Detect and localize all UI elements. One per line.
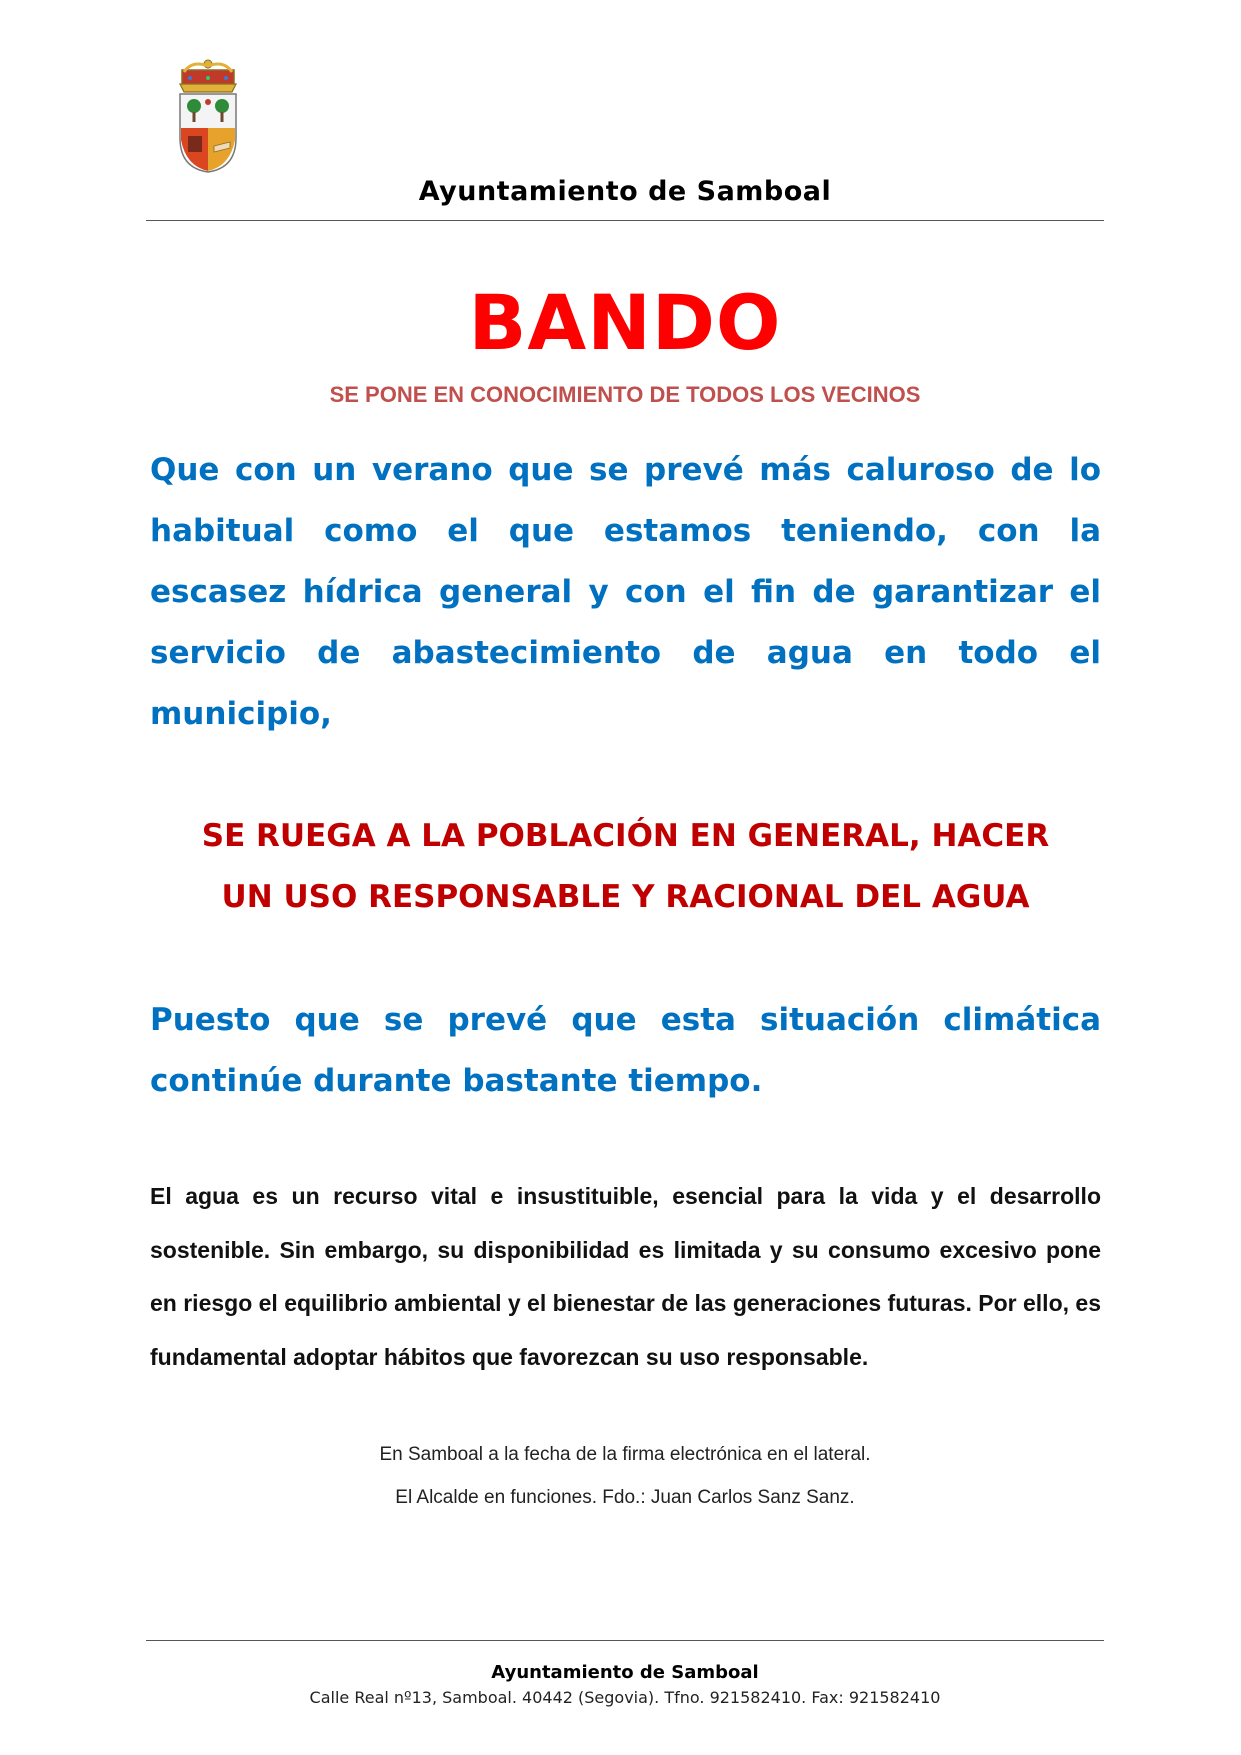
signature-date-line: En Samboal a la fecha de la firma electrónica en el lateral. (379, 1444, 871, 1465)
notice-title: BANDO (468, 278, 782, 367)
request-line-2: UN USO RESPONSABLE Y RACIONAL DEL AGUA (221, 879, 1030, 915)
signature-signer-line: El Alcalde en funciones. Fdo.: Juan Carlos Sanz Sanz. (395, 1487, 855, 1508)
header-divider (146, 220, 1104, 221)
footer-divider (146, 1640, 1104, 1641)
paragraph-intro: Que con un verano que se prevé más caluroso de lo habitual como el que estamos teniendo, con la escasez hídrica general y con el fin de garantizar el servicio de abastecimiento de agua en todo el municipio, (150, 452, 1101, 732)
footer-organization: Ayuntamiento de Samboal (491, 1662, 759, 1683)
paragraph-reason: Puesto que se prevé que esta situación climática continúe durante bastante tiempo. (150, 1002, 1101, 1099)
request-block (150, 806, 1101, 928)
header-organization: Ayuntamiento de Samboal (418, 176, 832, 207)
footer-address: Calle Real nº13, Samboal. 40442 (Segovia). Tfno. 921582410. Fax: 921582410 (309, 1688, 941, 1707)
notice-subtitle: SE PONE EN CONOCIMIENTO DE TODOS LOS VECINOS (329, 382, 921, 407)
request-line-1: SE RUEGA A LA POBLACIÓN EN GENERAL, HACER (201, 818, 1050, 854)
paragraph-info: El agua es un recurso vital e insustituible, esencial para la vida y el desarrollo sostenible. Sin embargo, su disponibilidad es limitada y su consumo excesivo pone en riesgo el equilibrio ambiental y el bienestar de las generaciones futuras. Por ello, es fundamental adoptar hábitos que favorezcan su uso responsable. (150, 1183, 1101, 1370)
coat-of-arms-icon (172, 58, 244, 176)
